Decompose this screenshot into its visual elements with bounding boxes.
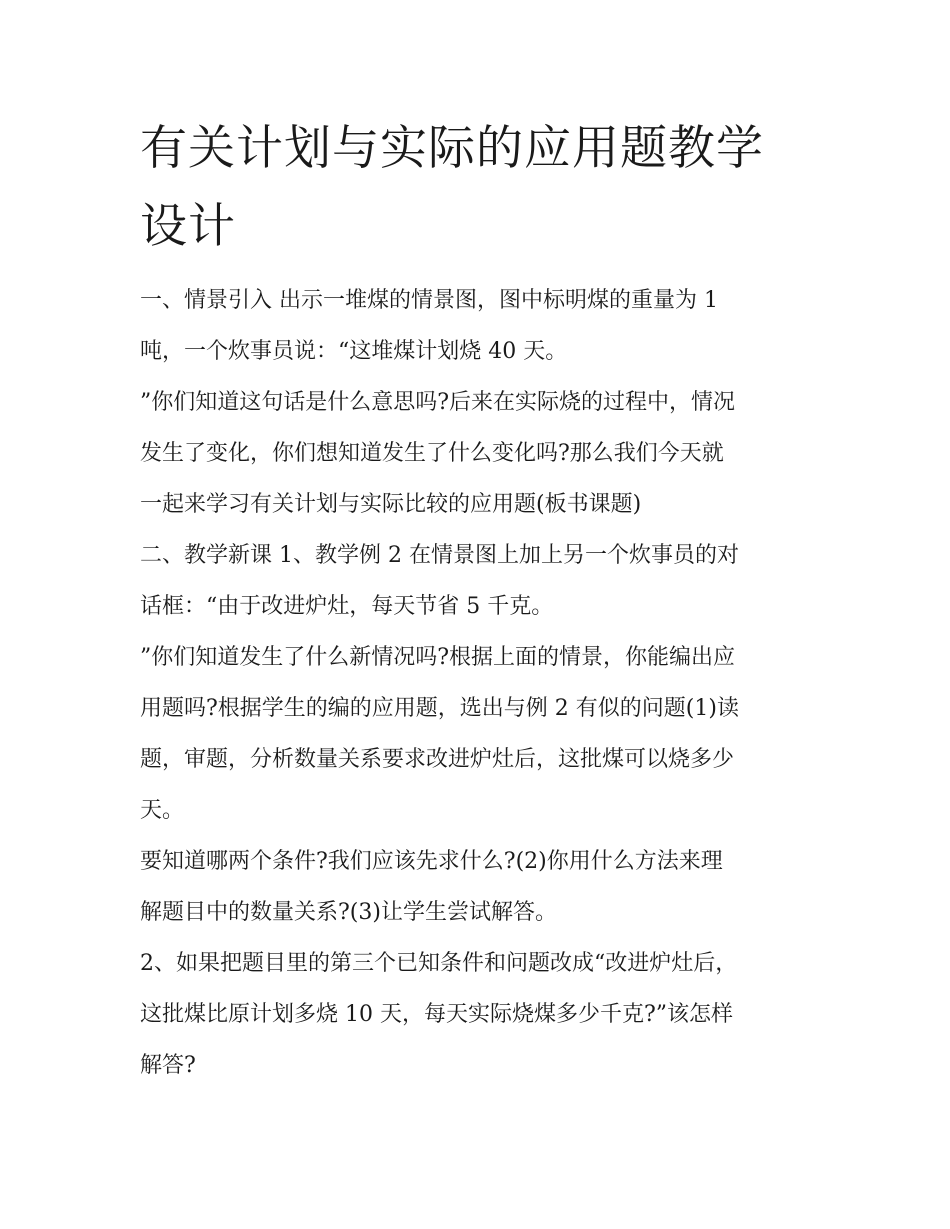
body-line: 2、如果把题目里的第三个已知条件和问题改成“改进炉灶后， xyxy=(140,951,738,976)
body-line: ”你们知道发生了什么新情况吗?根据上面的情景，你能编出应 xyxy=(140,645,736,670)
body-line: 这批煤比原计划多烧 10 天，每天实际烧煤多少千克?”该怎样 xyxy=(140,1002,734,1027)
title-line: 有关计划与实际的应用题教学 xyxy=(140,121,764,176)
title-line: 设计 xyxy=(140,199,236,254)
body-line: 题，审题，分析数量关系要求改进炉灶后，这批煤可以烧多少 xyxy=(140,747,735,772)
body-line: 用题吗?根据学生的编的应用题，选出与例 2 有似的问题(1)读 xyxy=(140,696,739,721)
body-line: 解答? xyxy=(140,1053,196,1078)
body-line: 二、教学新课 1、教学例 2 在情景图上加上另一个炊事员的对 xyxy=(140,543,739,568)
body-line: 天。 xyxy=(140,798,185,823)
body-line: 解题目中的数量关系?(3)让学生尝试解答。 xyxy=(140,900,557,925)
body-line: 要知道哪两个条件?我们应该先求什么?(2)你用什么方法来理 xyxy=(140,849,723,874)
body-line: 一起来学习有关计划与实际比较的应用题(板书课题) xyxy=(140,492,642,517)
document-title xyxy=(140,110,820,266)
body-line: ”你们知道这句话是什么意思吗?后来在实际烧的过程中，情况 xyxy=(140,390,736,415)
body-line: 一、情景引入 出示一堆煤的情景图，图中标明煤的重量为 1 xyxy=(140,288,718,313)
body-line: 发生了变化，你们想知道发生了什么变化吗?那么我们今天就 xyxy=(140,441,724,466)
document-body xyxy=(140,275,820,1091)
body-line: 吨，一个炊事员说：“这堆煤计划烧 40 天。 xyxy=(140,339,568,364)
body-line: 话框：“由于改进炉灶，每天节省 5 千克。 xyxy=(140,594,554,619)
